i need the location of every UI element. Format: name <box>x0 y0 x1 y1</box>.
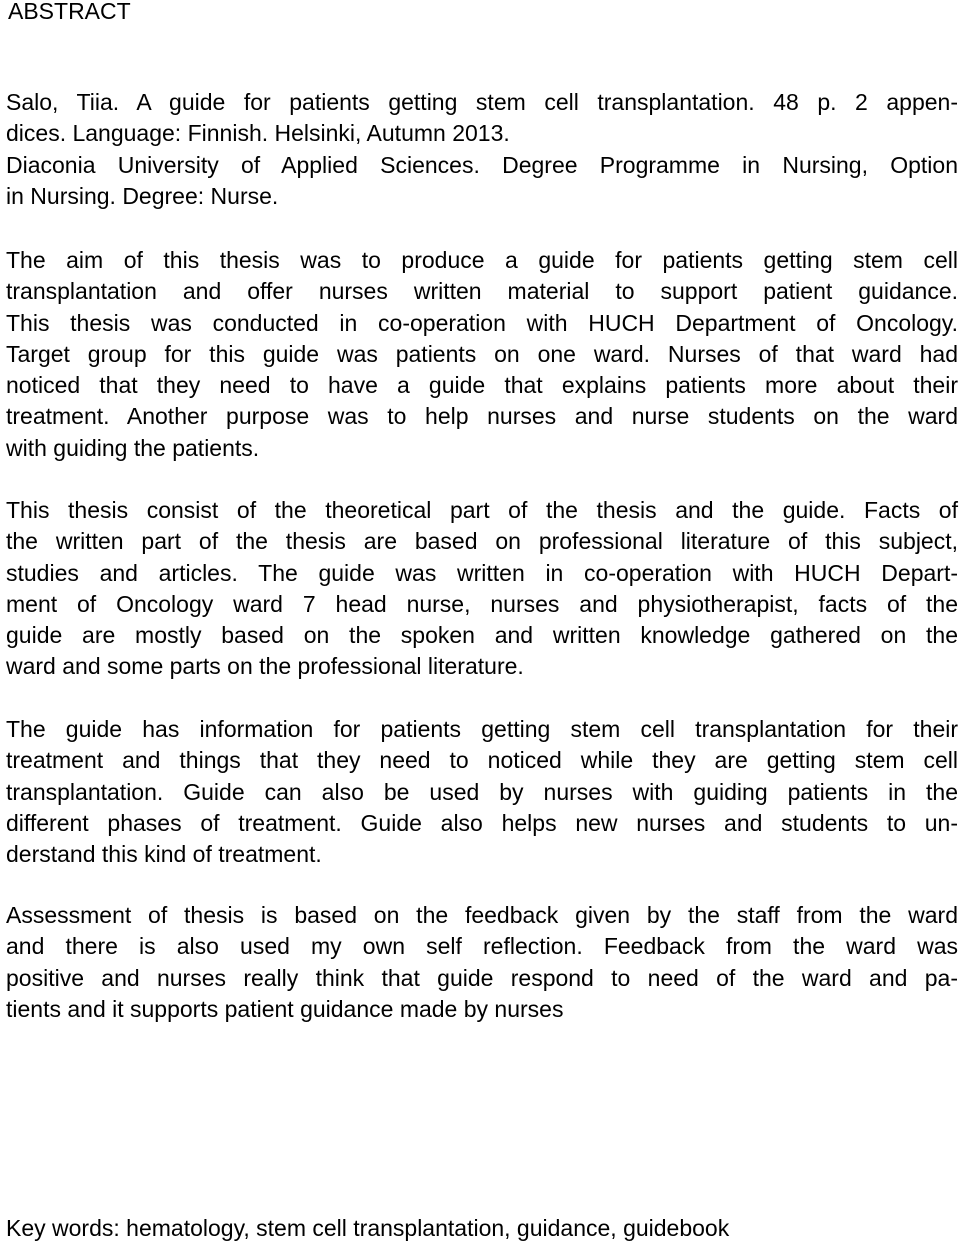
paragraph-line: noticed that they need to have a guide that explains patients more about their <box>6 372 958 399</box>
paragraph-line: transplantation and offer nurses written material to support patient guidance. <box>6 278 958 305</box>
paragraph-line: ward and some parts on the professional literature. <box>6 653 524 680</box>
paragraph-line: positive and nurses really think that guide respond to need of the ward and pa- <box>6 964 958 991</box>
paragraph-line: This thesis was conducted in co-operation with HUCH Department of Oncology. <box>6 309 958 336</box>
paragraph-line: Target group for this guide was patients on one ward. Nurses of that ward had <box>6 340 958 367</box>
paragraph-line: Assessment of thesis is based on the feedback given by the staff from the ward <box>6 902 958 928</box>
paragraph-line: treatment. Another purpose was to help nurses and nurse students on the ward <box>6 403 958 430</box>
biblio-line: dices. Language: Finnish. Helsinki, Autumn 2013. <box>6 120 510 147</box>
paragraph-line: different phases of treatment. Guide also helps new nurses and students to un- <box>6 809 958 836</box>
paragraph-line: with guiding the patients. <box>6 434 260 461</box>
abstract-paragraph-assessment <box>6 900 958 1025</box>
abstract-paragraph-aim <box>6 245 958 464</box>
paragraph-line: ment of Oncology ward 7 head nurse, nurses and physiotherapist, facts of the <box>6 590 958 617</box>
paragraph-line: treatment and things that they need to noticed while they are getting stem cell <box>6 747 958 774</box>
paragraph-line: The aim of this thesis was to produce a guide for patients getting stem cell <box>6 247 958 273</box>
paragraph-line: tients and it supports patient guidance made by nurses <box>6 995 564 1022</box>
paragraph-line: and there is also used my own self reflection. Feedback from the ward was <box>6 933 958 960</box>
abstract-paragraph-guide <box>6 714 958 870</box>
paragraph-line: the written part of the thesis are based on professional literature of this subject, <box>6 528 958 555</box>
paragraph-line: transplantation. Guide can also be used by nurses with guiding patients in the <box>6 778 958 805</box>
paragraph-line: guide are mostly based on the spoken and written knowledge gathered on the <box>6 622 958 649</box>
paragraph-line: This thesis consist of the theoretical part of the thesis and the guide. Facts of <box>6 497 958 523</box>
biblio-line: Salo, Tiia. A guide for patients getting stem cell transplantation. 48 p. 2 appen- <box>6 89 958 115</box>
abstract-paragraph-structure <box>6 495 958 683</box>
paragraph-line: The guide has information for patients getting stem cell transplantation for their <box>6 716 958 742</box>
page-heading: ABSTRACT <box>8 0 131 24</box>
biblio-line: in Nursing. Degree: Nurse. <box>6 182 279 209</box>
keywords: Key words: hematology, stem cell transplantation, guidance, guidebook <box>6 1215 730 1241</box>
paragraph-line: studies and articles. The guide was written in co-operation with HUCH Depart- <box>6 559 958 586</box>
paragraph-line: derstand this kind of treatment. <box>6 841 322 868</box>
biblio-line: Diaconia University of Applied Sciences. Degree Programme in Nursing, Option <box>6 151 958 178</box>
bibliographic-info <box>6 87 958 212</box>
